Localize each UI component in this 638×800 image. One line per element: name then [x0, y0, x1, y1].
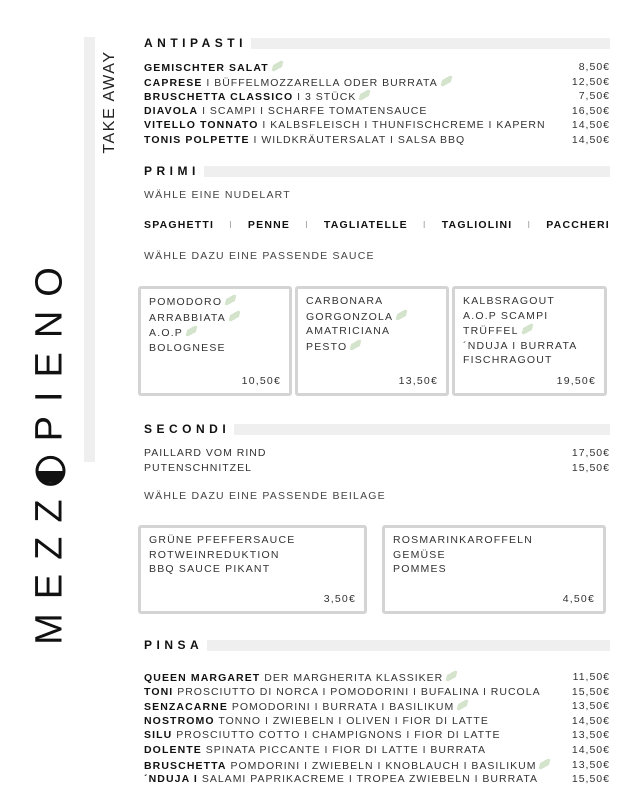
pinsa-item	[144, 743, 610, 757]
item-description: SPINATA PICCANTE I FIOR DI LATTE I BURRATA	[201, 744, 487, 756]
item-name: DOLENTE	[144, 744, 202, 756]
box-price: 4,50€	[562, 592, 595, 605]
item-price: 16,50€	[571, 104, 610, 117]
antipasti-item	[144, 133, 610, 147]
pasta-type: SPAGHETTI	[144, 219, 215, 231]
item-description: I WILDKRÄUTERSALAT I SALSA BBQ	[249, 134, 466, 146]
vegetarian-leaf-icon	[359, 88, 371, 102]
option-item: TRÜFFEL	[463, 323, 596, 339]
option-box	[138, 525, 367, 614]
item-description: TONNO I ZWIEBELN I OLIVEN I FIOR DI LATTE	[214, 714, 489, 727]
secondi-item	[144, 461, 610, 475]
pasta-type: PENNE	[247, 219, 291, 231]
antipasti-item	[144, 104, 610, 118]
option-item: GRÜNE PFEFFERSAUCE	[149, 534, 296, 546]
item-description: I KALBSFLEISCH I THUNFISCHCREME I KAPERN	[258, 119, 546, 132]
pasta-types	[144, 219, 610, 231]
option-item: BBQ SAUCE PIKANT	[149, 563, 271, 575]
item-price: 7,50€	[578, 90, 610, 103]
vegetarian-leaf-icon	[457, 698, 469, 712]
vegetarian-leaf-icon	[271, 59, 283, 73]
item-description: PROSCIUTTO DI NORCA I POMODORINI I BUFALINA I RUCOLA	[173, 685, 541, 698]
antipasti-item	[144, 60, 610, 74]
separator: I	[228, 219, 234, 231]
option-item: KALBSRAGOUT	[463, 295, 555, 307]
pasta-type: TAGLIATELLE	[323, 219, 408, 231]
option-box	[452, 286, 607, 396]
pinsa-item	[144, 758, 610, 772]
item-name: SENZACARNE	[144, 701, 228, 714]
pinsa-item	[144, 772, 610, 786]
item-name: BRUSCHETTA	[144, 759, 227, 772]
vegetarian-leaf-icon	[440, 74, 452, 88]
item-price: 12,50€	[571, 75, 610, 88]
choose-side-hint: WÄHLE DAZU EINE PASSENDE BEILAGE	[144, 490, 386, 502]
option-item: FISCHRAGOUT	[463, 354, 553, 366]
item-name: TONIS POLPETTE	[144, 134, 250, 146]
vegetarian-leaf-icon	[229, 309, 241, 323]
vegetarian-leaf-icon	[539, 757, 551, 771]
item-name: PAILLARD VOM RIND	[144, 447, 267, 459]
pinsa-item	[144, 670, 610, 684]
option-item: GEMÜSE	[393, 548, 446, 561]
option-box	[382, 525, 606, 614]
pasta-type: PACCHERI	[546, 219, 610, 231]
option-item: ROTWEINREDUKTION	[149, 548, 280, 561]
option-box	[295, 286, 449, 396]
section-secondi: SECONDI	[144, 422, 610, 436]
secondi-item	[144, 446, 610, 460]
vegetarian-leaf-icon	[521, 322, 533, 336]
box-price: 3,50€	[323, 592, 356, 605]
item-name: CAPRESE	[144, 76, 203, 89]
option-item: BOLOGNESE	[149, 341, 226, 354]
option-item: A.O.P	[149, 325, 281, 341]
pinsa-item	[144, 685, 610, 699]
item-price: 13,50€	[571, 729, 610, 742]
takeaway-label: TAKE AWAY	[101, 50, 118, 154]
option-item: GORGONZOLA	[306, 309, 438, 325]
item-name: VITELLO TONNATO	[144, 119, 259, 132]
option-item: POMODORO	[149, 294, 281, 310]
item-name: GEMISCHTER SALAT	[144, 62, 269, 74]
item-description: SALAMI PAPRIKACREME I TROPEA ZWIEBELN I BURRATA	[197, 773, 539, 786]
option-item: CARBONARA	[306, 295, 384, 307]
option-item: A.O.P SCAMPI	[463, 309, 549, 322]
item-price: 8,50€	[578, 61, 610, 73]
vegetarian-leaf-icon	[446, 669, 458, 683]
antipasti-item	[144, 118, 610, 132]
option-item: AMATRICIANA	[306, 325, 391, 337]
item-price: 17,50€	[571, 447, 610, 459]
item-description: I SCAMPI I SCHARFE TOMATENSAUCE	[198, 104, 428, 117]
pinsa-item	[144, 728, 610, 742]
box-price: 10,50€	[241, 374, 281, 387]
vegetarian-leaf-icon	[225, 293, 237, 307]
separator: I	[527, 219, 532, 231]
pasta-type: TAGLIOLINI	[441, 219, 513, 231]
vegetarian-leaf-icon	[186, 324, 198, 338]
section-pinsa: PINSA	[144, 638, 610, 652]
item-name: ´NDUJA I	[144, 773, 198, 786]
option-item: ´NDUJA I BURRATA	[463, 339, 578, 352]
choose-pasta-hint: WÄHLE EINE NUDELART	[144, 189, 291, 201]
option-item: POMMES	[393, 563, 447, 575]
item-description: I 3 STÜCK	[293, 91, 357, 104]
brand-logo	[28, 255, 72, 643]
item-name: SILU	[144, 729, 173, 742]
item-name: TONI	[144, 685, 174, 698]
item-description: PROSCIUTTO COTTO I CHAMPIGNONS I FIOR DI LATTE	[172, 729, 501, 742]
item-price: 14,50€	[571, 744, 610, 756]
side-accent-bar	[84, 37, 95, 462]
vegetarian-leaf-icon	[350, 338, 362, 352]
item-price: 14,50€	[571, 714, 610, 727]
item-description: I BÜFFELMOZZARELLA ODER BURRATA	[202, 76, 438, 89]
item-name: NOSTROMO	[144, 714, 215, 727]
option-box	[138, 286, 292, 396]
section-primi: PRIMI	[144, 164, 610, 178]
item-price: 14,50€	[571, 119, 610, 132]
item-price: 15,50€	[571, 773, 610, 786]
item-price: 13,50€	[571, 700, 610, 713]
vegetarian-leaf-icon	[396, 308, 408, 322]
item-price: 15,50€	[571, 461, 610, 474]
box-price: 13,50€	[398, 374, 438, 387]
item-price: 15,50€	[571, 685, 610, 698]
item-description: POMODORINI I BURRATA I BASILIKUM	[227, 701, 455, 714]
item-price: 14,50€	[571, 134, 610, 146]
option-item: PESTO	[306, 339, 438, 355]
option-item: ARRABBIATA	[149, 310, 281, 326]
logo-text-mezz: MEZZ	[28, 485, 71, 645]
separator: I	[304, 219, 310, 231]
half-moon-icon	[35, 455, 65, 485]
box-price: 19,50€	[556, 374, 596, 387]
item-description: DER MARGHERITA KLASSIKER	[260, 672, 444, 684]
item-price: 13,50€	[571, 758, 610, 771]
choose-sauce-hint: WÄHLE DAZU EINE PASSENDE SAUCE	[144, 250, 375, 262]
option-item: ROSMARINKAROFFELN	[393, 534, 533, 546]
item-name: BRUSCHETTA CLASSICO	[144, 91, 294, 104]
pinsa-item	[144, 714, 610, 728]
pinsa-item	[144, 699, 610, 713]
antipasti-item	[144, 75, 610, 89]
logo-text-pieno: PIENO	[28, 253, 71, 442]
item-price: 11,50€	[572, 671, 610, 683]
item-name: PUTENSCHNITZEL	[144, 461, 252, 474]
separator: I	[422, 219, 427, 231]
section-antipasti: ANTIPASTI	[144, 36, 610, 50]
item-description: POMDORINI I ZWIEBELN I KNOBLAUCH I BASILIKUM	[226, 759, 537, 772]
item-name: DIAVOLA	[144, 104, 199, 117]
antipasti-item	[144, 89, 610, 103]
item-name: QUEEN MARGARET	[144, 672, 261, 684]
